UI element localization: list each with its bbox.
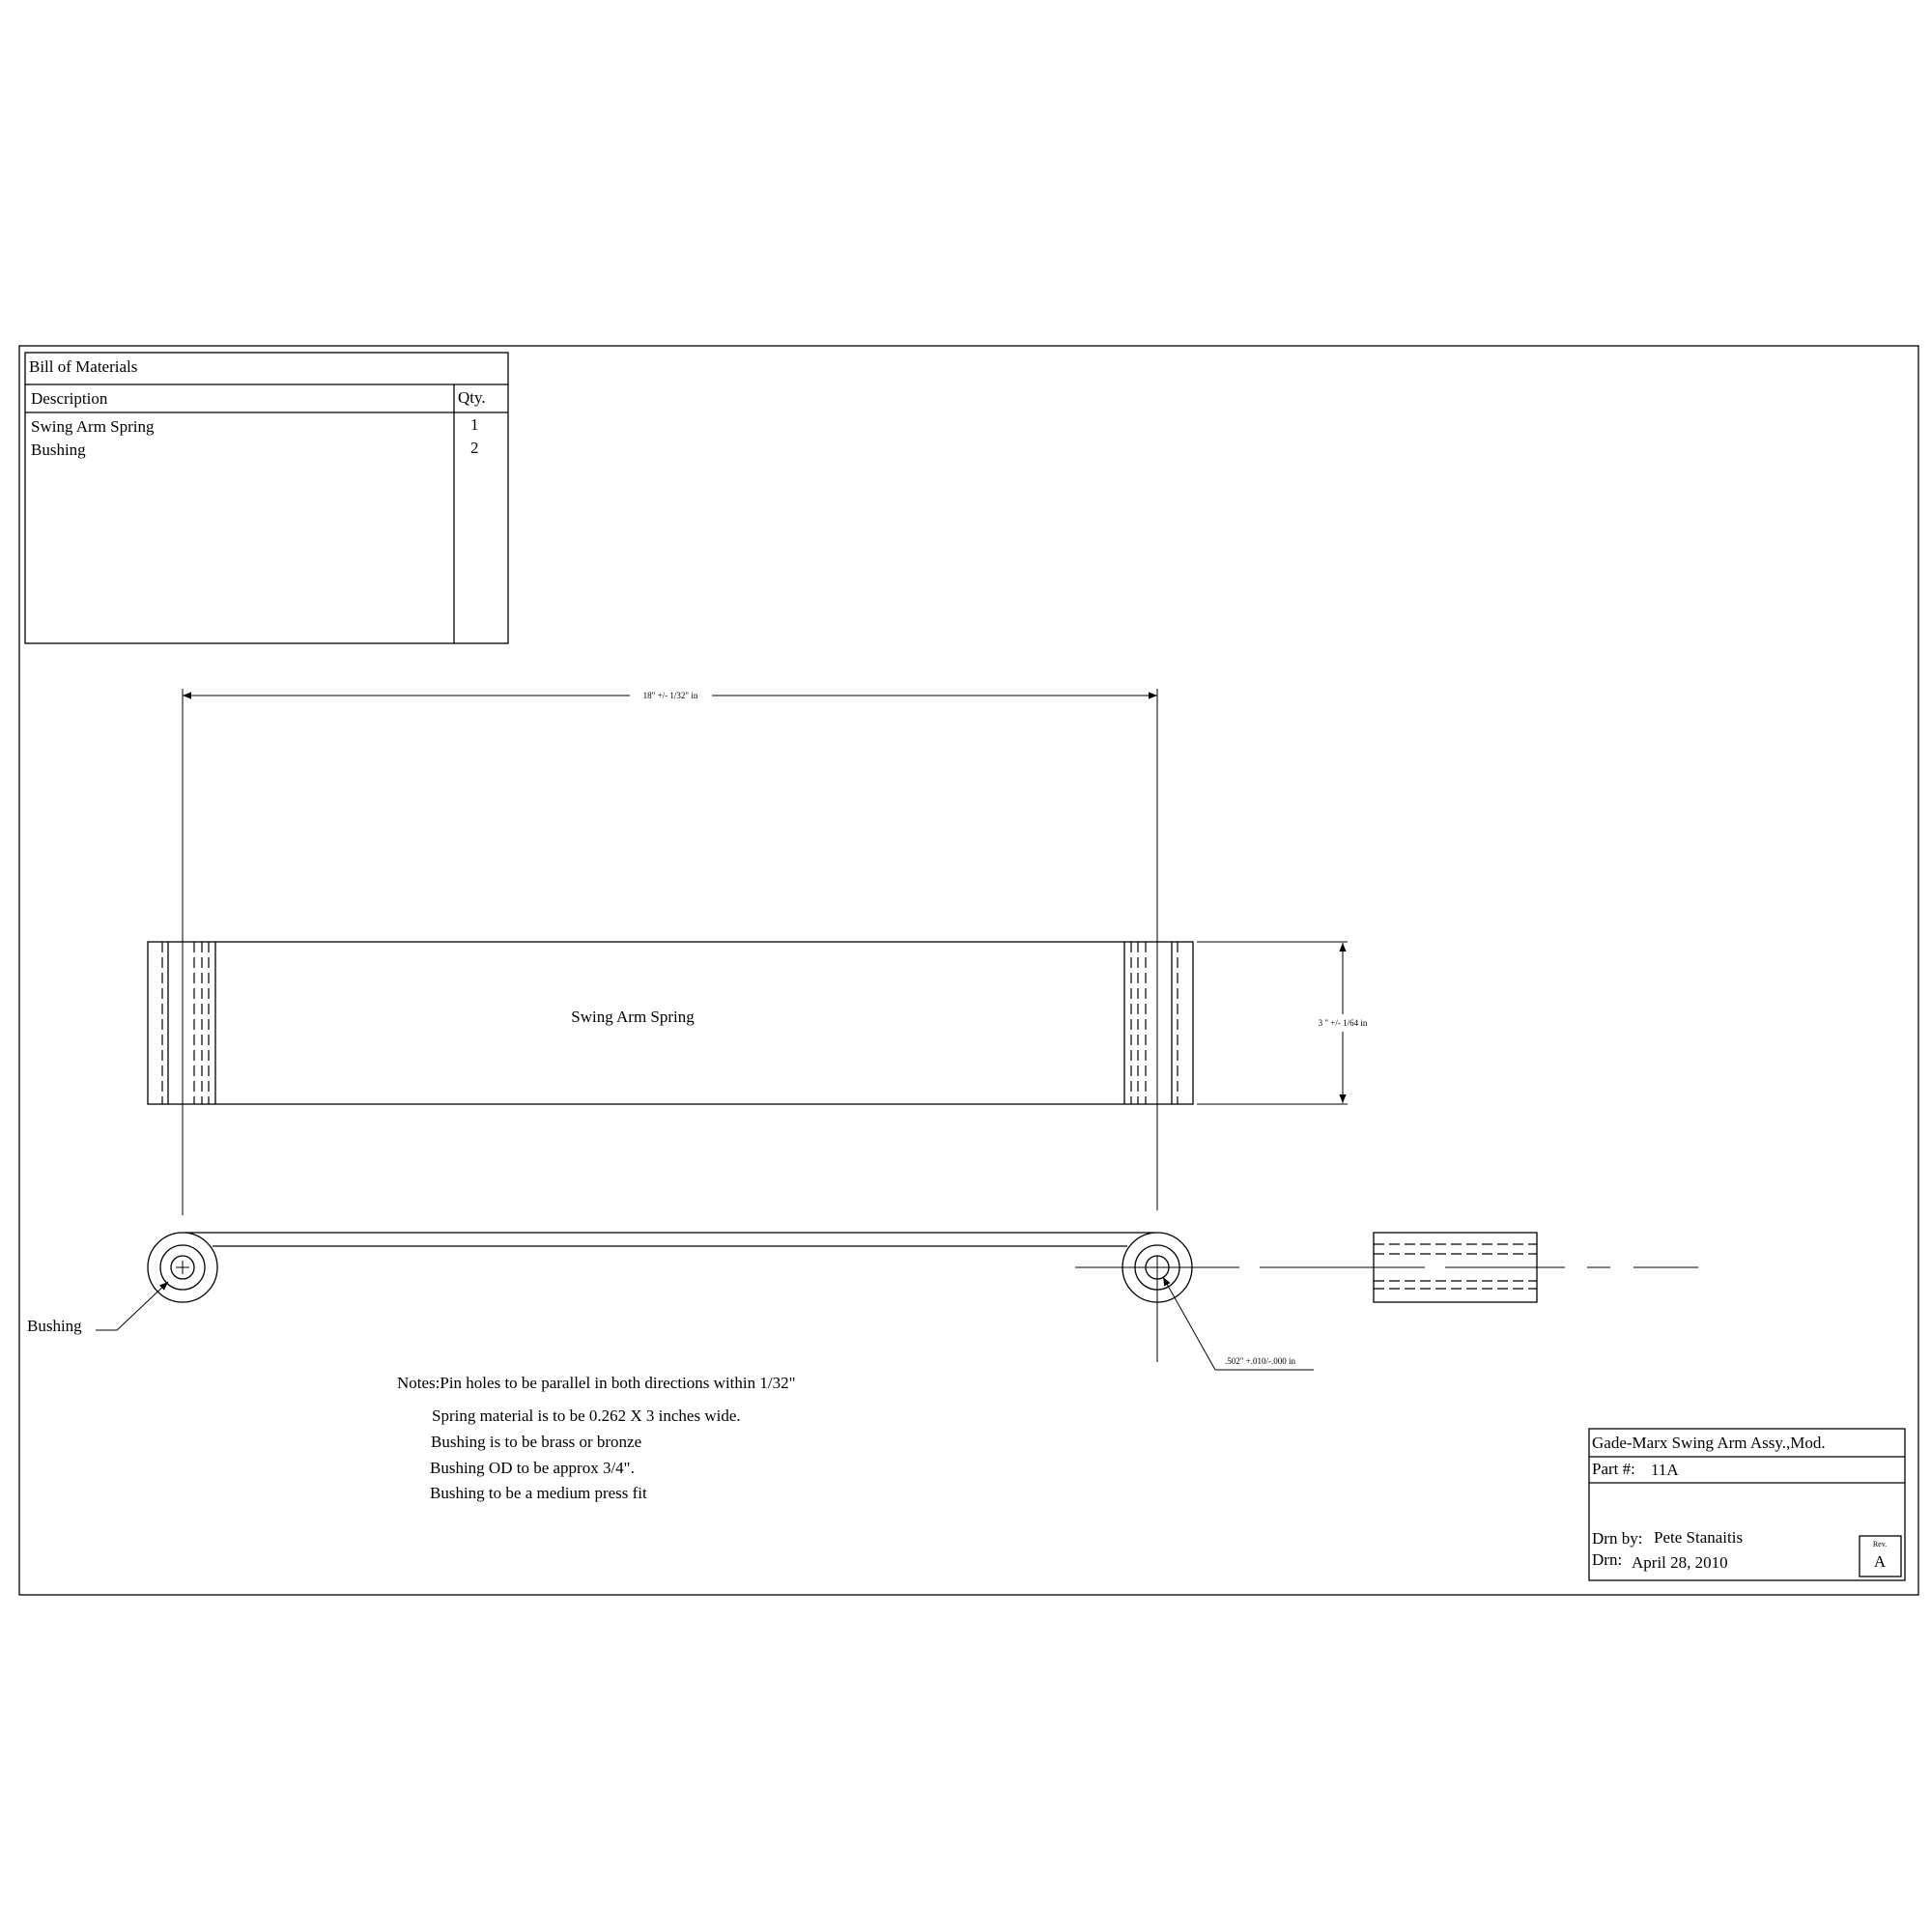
spring-part-label: Swing Arm Spring [571,1008,695,1026]
bom-title: Bill of Materials [29,357,138,376]
length-dimension-text: 18" +/- 1/32" in [642,691,698,700]
revision-label: Rev. [1872,1540,1888,1548]
spring-side-view [148,1233,1698,1362]
note-item: Bushing OD to be approx 3/4". [430,1459,635,1477]
drawn-by-label: Drn by: [1592,1529,1643,1548]
bom-row-2-description: Bushing [31,440,86,459]
width-dimension [1197,942,1368,1104]
spring-side-outline [148,1233,1192,1302]
part-number-label: Part #: [1592,1460,1635,1478]
bom-row-2-qty: 2 [470,439,479,457]
notes [397,1374,796,1502]
hole-diameter-callout [1163,1277,1314,1370]
width-dimension-text: 3 " +/- 1/64 in [1318,1018,1368,1028]
note-item: Bushing is to be brass or bronze [431,1433,642,1451]
length-dimension [183,689,1157,1215]
bom-row-1-description: Swing Arm Spring [31,417,155,436]
bushing-callout-label: Bushing [27,1317,82,1335]
bom-header-qty: Qty. [458,388,486,407]
date-label: Drn: [1592,1550,1623,1569]
hole-diameter-text: .502" +.010/-.000 in [1225,1356,1295,1366]
drawing-title: Gade-Marx Swing Arm Assy.,Mod. [1592,1434,1826,1452]
bom-row-1-qty: 1 [470,415,479,434]
hole-leader-line [1163,1277,1215,1370]
notes-lead: Notes:Pin holes to be parallel in both directions within 1/32" [397,1374,796,1392]
sheet-border [19,346,1918,1595]
note-item: Spring material is to be 0.262 X 3 inches wide. [432,1406,741,1425]
bushing-leader-line [117,1282,168,1330]
drawn-by: Pete Stanaitis [1654,1528,1744,1547]
part-number: 11A [1651,1461,1679,1479]
bushing-leader [27,1282,168,1335]
note-item: Bushing to be a medium press fit [430,1484,647,1502]
revision: A [1873,1552,1887,1571]
drawing-date: April 28, 2010 [1632,1553,1728,1572]
spring-top-view [148,942,1193,1104]
bom-header-description: Description [31,389,108,408]
title-block [1589,1429,1905,1580]
bill-of-materials [25,353,508,643]
